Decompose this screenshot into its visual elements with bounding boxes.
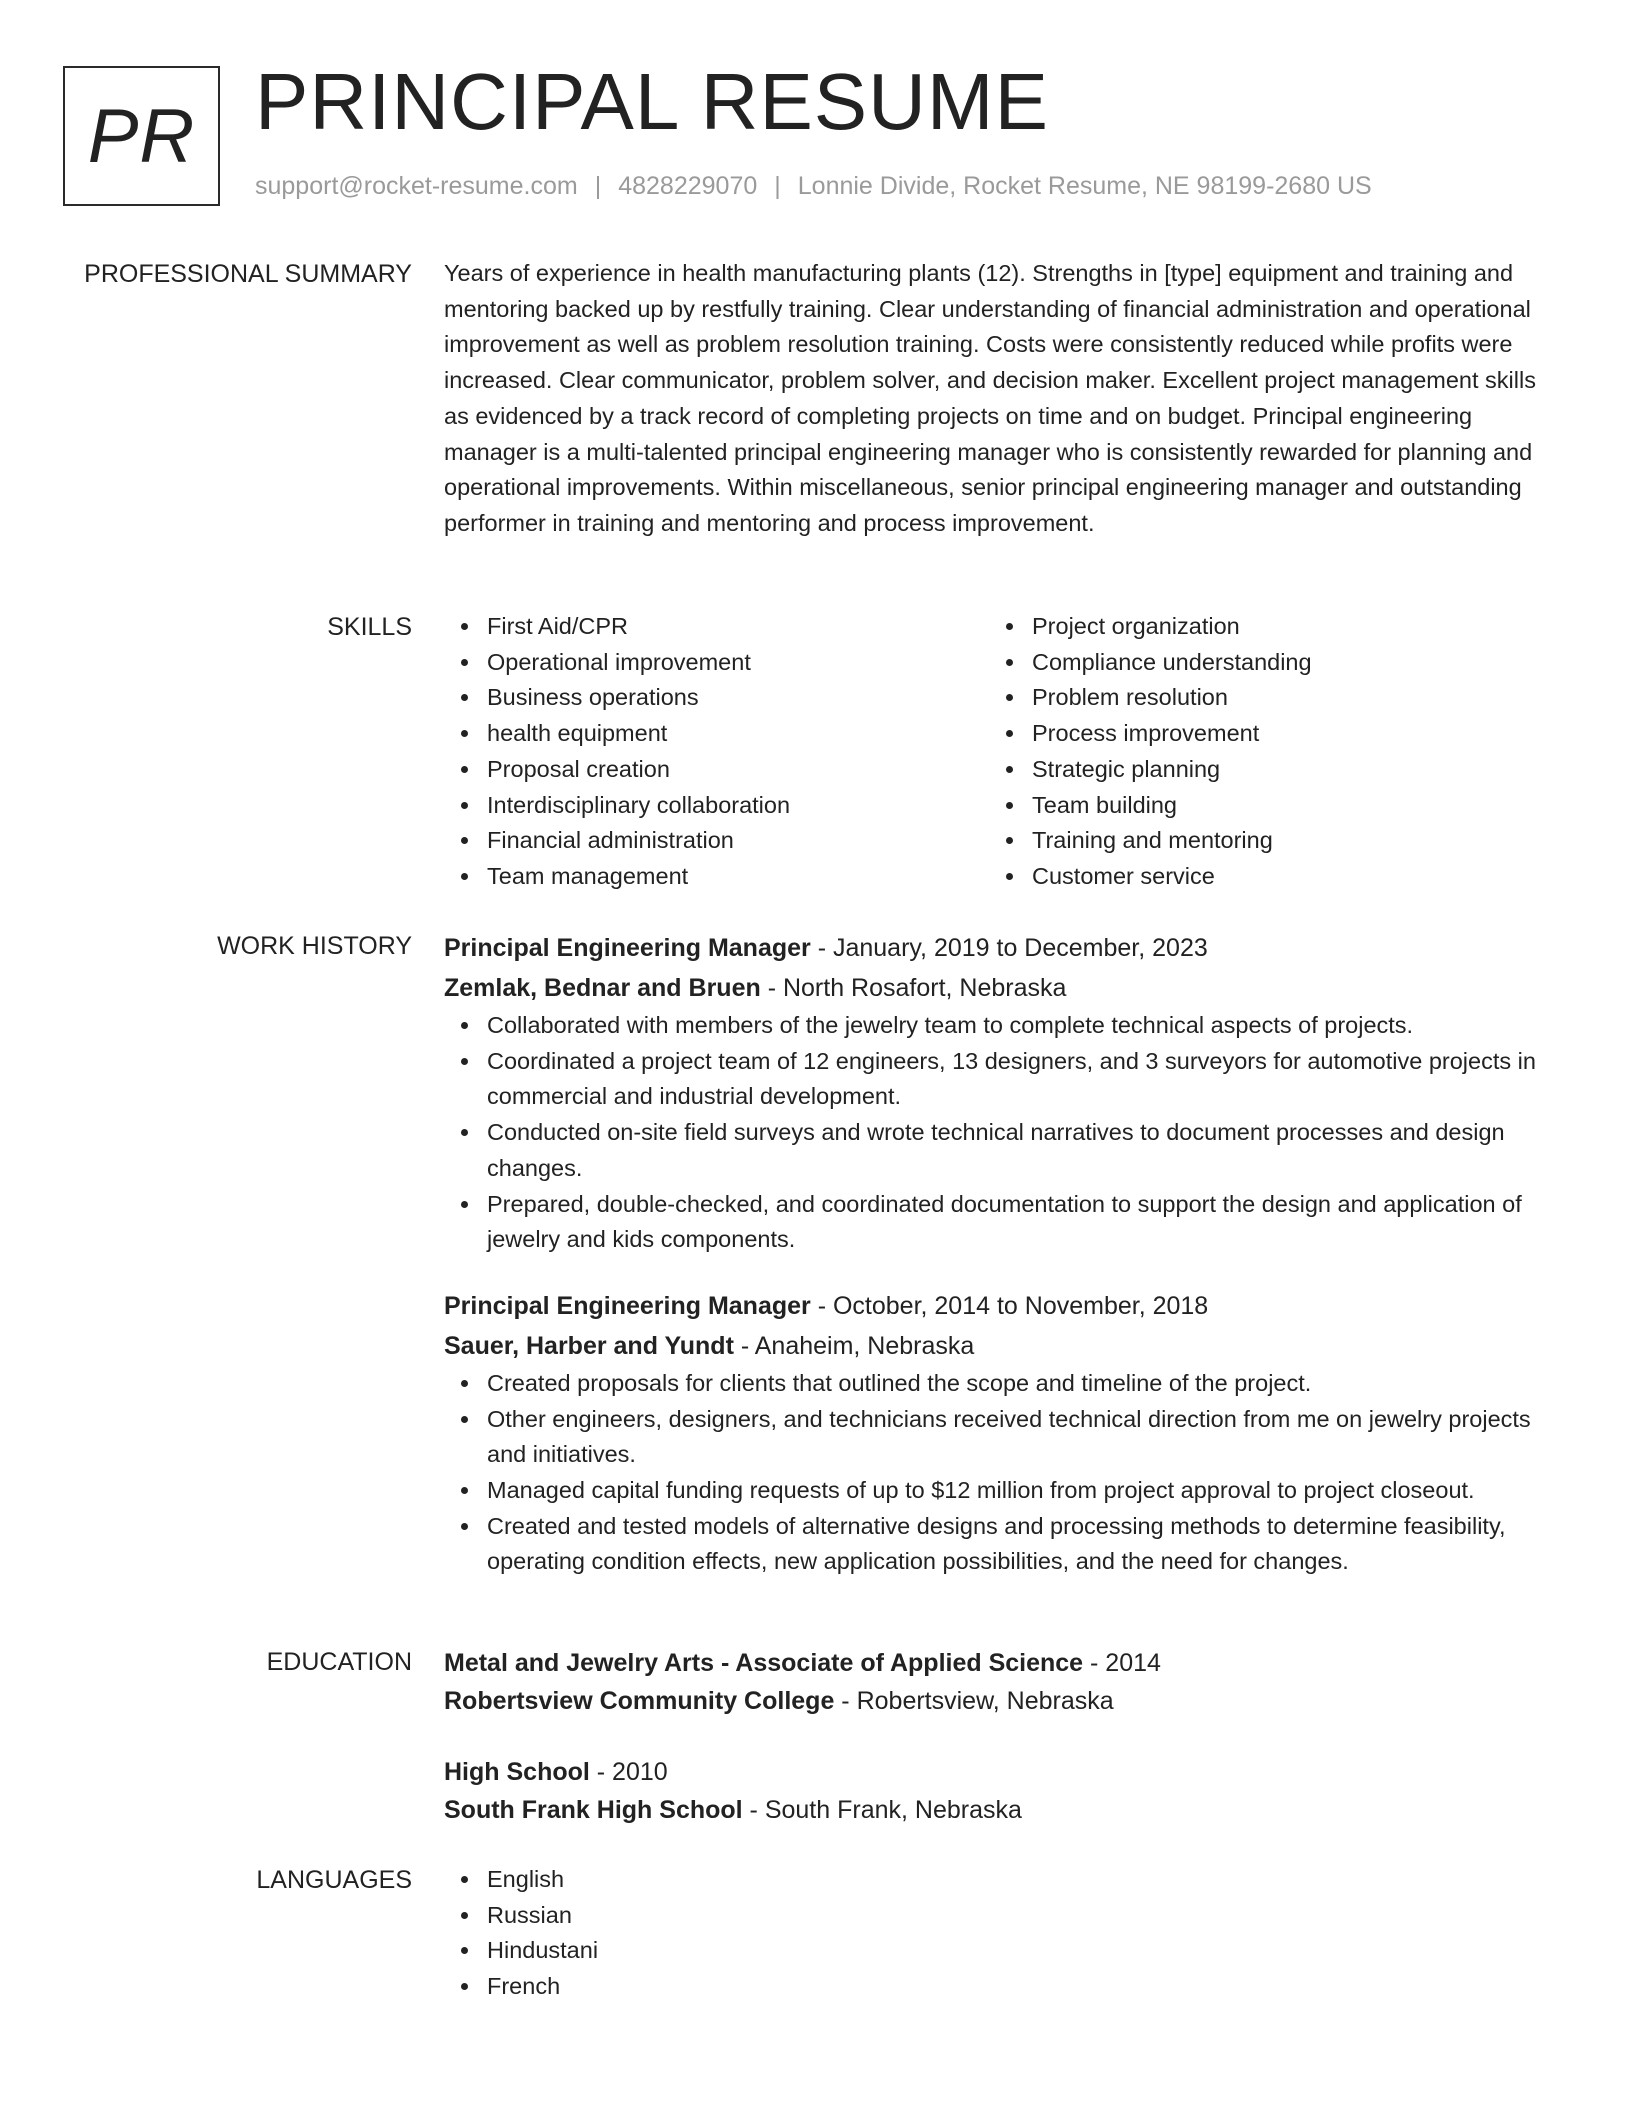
- job-dates: - January, 2019 to December, 2023: [810, 934, 1208, 962]
- education-body: [444, 1644, 1550, 1829]
- job-entry: [444, 1286, 1550, 1580]
- job-role: Principal Engineering Manager: [444, 934, 811, 962]
- edu-degree: High School: [444, 1758, 590, 1786]
- job-duty: Coordinated a project team of 12 engineers, 13 designers, and 3 surveyors for automotive projects in commercial and industrial development.: [444, 1044, 1550, 1115]
- languages-body: [444, 1862, 1550, 2005]
- skills-list-right: [989, 609, 1534, 895]
- skill-item: health equipment: [444, 716, 989, 752]
- language-item: French: [444, 1969, 1550, 2005]
- job-role-line: [444, 1286, 1550, 1326]
- skills-body: [444, 609, 1550, 895]
- job-location: - North Rosafort, Nebraska: [760, 974, 1067, 1002]
- education-entry: [444, 1644, 1550, 1720]
- monogram-box: [63, 66, 220, 206]
- contact-address: Lonnie Divide, Rocket Resume, NE 98199-2680 US: [797, 172, 1372, 200]
- skill-item: Customer service: [989, 859, 1534, 895]
- skill-item: Business operations: [444, 680, 989, 716]
- job-duties-list: [444, 1366, 1550, 1580]
- job-role-line: [444, 928, 1550, 968]
- job-duty: Created and tested models of alternative designs and processing methods to determine feasibility, operating condition effects, new application possibilities, and the need for changes.: [444, 1509, 1550, 1580]
- edu-year: - 2014: [1083, 1649, 1161, 1677]
- edu-school: South Frank High School: [444, 1796, 743, 1824]
- job-duty: Conducted on-site field surveys and wrote technical narratives to document processes and design changes.: [444, 1115, 1550, 1186]
- skill-item: Financial administration: [444, 823, 989, 859]
- skill-item: Team management: [444, 859, 989, 895]
- section-title-summary: PROFESSIONAL SUMMARY: [84, 260, 412, 288]
- edu-school: Robertsview Community College: [444, 1687, 835, 1715]
- job-duty: Managed capital funding requests of up to $12 million from project approval to project closeout.: [444, 1473, 1550, 1509]
- job-duty: Collaborated with members of the jewelry team to complete technical aspects of projects.: [444, 1008, 1550, 1044]
- skill-item: First Aid/CPR: [444, 609, 989, 645]
- skill-item: Problem resolution: [989, 680, 1534, 716]
- edu-school-line: [444, 1682, 1550, 1720]
- job-company: Zemlak, Bednar and Bruen: [444, 974, 761, 1002]
- summary-text: Years of experience in health manufacturing plants (12). Strengths in [type] equipment and training and mentoring backed up by restfully training. Clear understanding of financial administration and operational improvement as well as problem resolution training. Costs were consistently reduced while profits were increased. Clear communicator, problem solver, and decision maker. Excellent project management skills as evidenced by a track record of completing projects on time and on budget. Principal engineering manager is a multi-talented principal engineering manager who is consistently rewarded for planning and operational improvements. Within miscellaneous, senior principal engineering manager and outstanding performer in training and mentoring and process improvement.: [444, 260, 1536, 536]
- skill-item: Process improvement: [989, 716, 1534, 752]
- job-company-line: [444, 1326, 1550, 1366]
- edu-degree-line: [444, 1644, 1550, 1682]
- job-company: Sauer, Harber and Yundt: [444, 1331, 734, 1360]
- edu-school-line: [444, 1791, 1550, 1829]
- skill-item: Compliance understanding: [989, 645, 1534, 681]
- edu-degree: Metal and Jewelry Arts - Associate of Applied Science: [444, 1649, 1084, 1677]
- edu-degree-line: [444, 1753, 1550, 1791]
- skill-item: Team building: [989, 788, 1534, 824]
- edu-location: - South Frank, Nebraska: [742, 1796, 1022, 1824]
- section-title-skills: SKILLS: [327, 613, 412, 641]
- skills-list-left: [444, 609, 989, 895]
- skill-item: Operational improvement: [444, 645, 989, 681]
- job-entry: [444, 928, 1550, 1258]
- work-history-body: [444, 928, 1550, 1580]
- languages-list: [444, 1862, 1550, 2005]
- section-title-education: EDUCATION: [266, 1648, 412, 1676]
- contact-email: support@rocket-resume.com: [255, 172, 578, 200]
- contact-phone: 4828229070: [618, 172, 758, 200]
- job-duties-list: [444, 1008, 1550, 1258]
- skill-item: Proposal creation: [444, 752, 989, 788]
- edu-year: - 2010: [589, 1758, 668, 1786]
- job-duty: Other engineers, designers, and technicians received technical direction from me on jewelry projects and initiatives.: [444, 1402, 1550, 1473]
- contact-separator: |: [774, 172, 781, 200]
- job-duty: Prepared, double-checked, and coordinated documentation to support the design and application of jewelry and kids components.: [444, 1187, 1550, 1258]
- skill-item: Training and mentoring: [989, 823, 1534, 859]
- monogram: PR: [87, 93, 196, 179]
- language-item: English: [444, 1862, 1550, 1898]
- job-location: - Anaheim, Nebraska: [733, 1331, 975, 1360]
- resume-title: PRINCIPAL RESUME: [255, 57, 1049, 146]
- skill-item: Project organization: [989, 609, 1534, 645]
- skill-item: Interdisciplinary collaboration: [444, 788, 989, 824]
- edu-location: - Robertsview, Nebraska: [834, 1687, 1114, 1715]
- summary-body: [444, 256, 1550, 542]
- language-item: Hindustani: [444, 1933, 1550, 1969]
- contact-line: [255, 172, 1372, 201]
- job-company-line: [444, 968, 1550, 1008]
- job-role: Principal Engineering Manager: [444, 1291, 811, 1320]
- job-dates: - October, 2014 to November, 2018: [810, 1291, 1209, 1320]
- education-entry: [444, 1753, 1550, 1829]
- job-duty: Created proposals for clients that outlined the scope and timeline of the project.: [444, 1366, 1550, 1402]
- skill-item: Strategic planning: [989, 752, 1534, 788]
- contact-separator: |: [594, 172, 602, 200]
- section-title-work-history: WORK HISTORY: [217, 932, 412, 960]
- section-title-languages: LANGUAGES: [256, 1866, 412, 1894]
- language-item: Russian: [444, 1898, 1550, 1934]
